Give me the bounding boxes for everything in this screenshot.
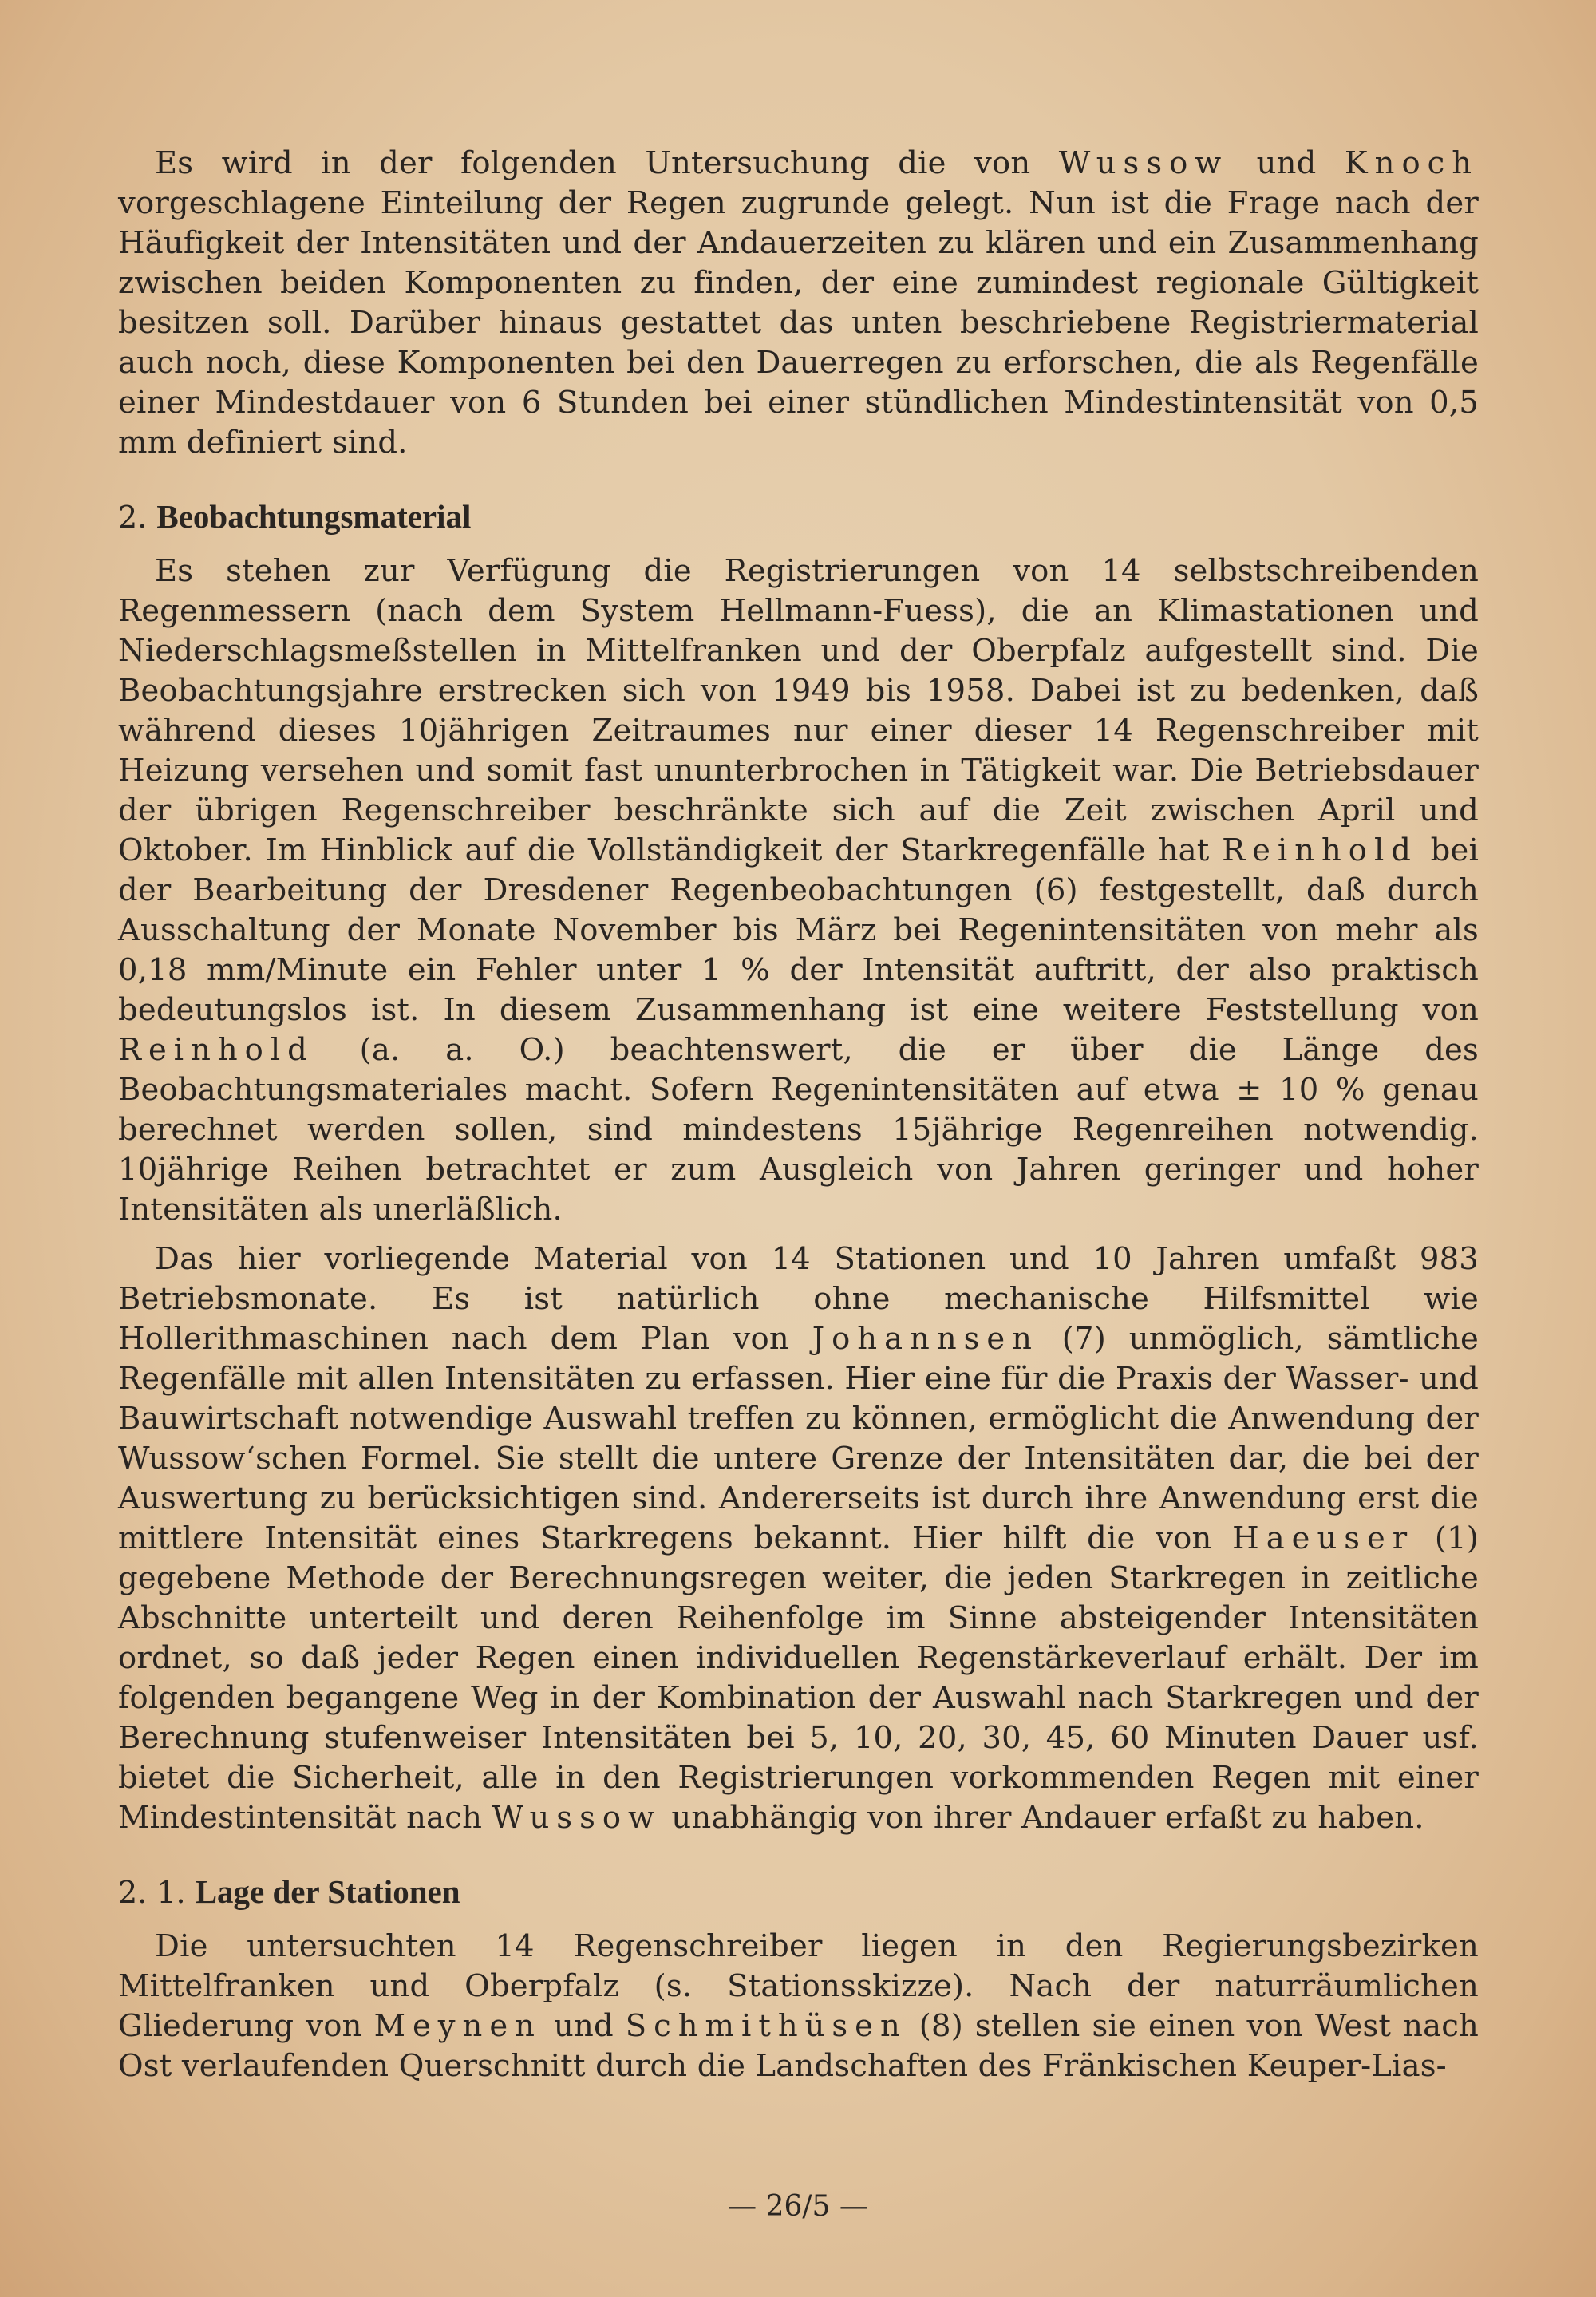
author-name: Reinhold bbox=[118, 1032, 314, 1068]
author-name: Schmithüsen bbox=[625, 2008, 907, 2044]
author-name: Wussow bbox=[1058, 145, 1229, 181]
author-name: Meynen bbox=[373, 2008, 542, 2044]
section-heading-2: 2. Beobachtungsmaterial bbox=[118, 498, 472, 535]
page-number: — 26/5 — bbox=[728, 2190, 868, 2223]
author-name: Johannsen bbox=[812, 1321, 1039, 1357]
author-name: Haeuser bbox=[1232, 1520, 1415, 1556]
section-title: Lage der Stationen bbox=[195, 1873, 460, 1910]
section2-paragraph-2: Das hier vorliegende Material von 14 Stationen und 10 Jahren umfaßt 983 Betriebsmonate. Es ist natürlich ohne mechanische Hilfsmittel wie Hollerithmaschinen nach dem Plan von Johannsen (7) unmöglich, sämtliche Regenfälle mit allen Intensitäten zu erfassen. Hier eine für die Praxis der Wasser- und Bauwirtschaft notwendige Auswahl treffen zu können, ermöglicht die Anwendung der Wussow‘schen Formel. Sie stellt die untere Grenze der Intensitäten dar, die bei der Auswertung zu berücksichtigen sind. Andererseits ist durch ihre Anwendung erst die mittlere Intensität eines Starkregens bekannt. Hier hilft die von Haeuser (1) gegebene Methode der Berechnungsregen weiter, die jeden Starkregen in zeitliche Abschnitte unterteilt und deren Reihenfolge im Sinne absteigender Intensitäten ordnet, so daß jeder Regen einen individuellen Regenstärkeverlauf erhält. Der im folgenden begangene Weg in der Kombination der Auswahl nach Starkregen und der Berechnung stufenweiser Intensitäten bei 5, 10, 20, 30, 45, 60 Minuten Dauer usf. bietet die Sicherheit, alle in den Registrierungen vorkommenden Regen mit einer Mindestintensität nach Wussow unabhängig von ihrer Andauer erfaßt zu haben. bbox=[118, 1241, 1479, 1836]
author-name: Reinhold bbox=[1222, 832, 1418, 868]
section-heading-2-1: 2. 1. Lage der Stationen bbox=[118, 1873, 460, 1910]
document-page bbox=[118, 144, 1479, 2096]
intro-paragraph: Es wird in der folgenden Untersuchung die von Wussow und Knoch vorgeschlagene Einteilung der Regen zugrunde gelegt. Nun ist die Frage nach der Häufigkeit der Intensitäten und der Andauerzeiten zu klären und ein Zusammenhang zwischen beiden Komponenten zu finden, der eine zumindest regionale Gültigkeit besitzen soll. Darüber hinaus gestattet das unten beschriebene Registriermaterial auch noch, diese Komponenten bei den Dauerregen zu erforschen, die als Regenfälle einer Mindestdauer von 6 Stunden bei einer stündlichen Mindestintensität von 0,5 mm definiert sind. bbox=[118, 145, 1479, 461]
section2-paragraph-1: Es stehen zur Verfügung die Registrierungen von 14 selbstschreibenden Regenmessern (nach dem System Hellmann-Fuess), die an Klimastationen und Niederschlagsmeßstellen in Mittelfranken und der Oberpfalz aufgestellt sind. Die Beobachtungsjahre erstrecken sich von 1949 bis 1958. Dabei ist zu bedenken, daß während dieses 10jährigen Zeitraumes nur einer dieser 14 Regenschreiber mit Heizung versehen und somit fast ununterbrochen in Tätigkeit war. Die Betriebsdauer der übrigen Regenschreiber beschränkte sich auf die Zeit zwischen April und Oktober. Im Hinblick auf die Vollständigkeit der Starkregenfälle hat Reinhold bei der Bearbeitung der Dresdener Regenbeobachtungen (6) festgestellt, daß durch Ausschaltung der Monate November bis März bei Regenintensitäten von mehr als 0,18 mm/Minute ein Fehler unter 1 % der Intensität auftritt, der also praktisch bedeutungslos ist. In diesem Zusammenhang ist eine weitere Feststellung von Reinhold (a. a. O.) beachtenswert, die er über die Länge des Beobachtungsmateriales macht. Sofern Regenintensitäten auf etwa ± 10 % genau berechnet werden sollen, sind mindestens 15jährige Regenreihen notwendig. 10jährige Reihen betrachtet er zum Ausgleich von Jahren geringer und hoher Intensitäten als unerläßlich. bbox=[118, 553, 1479, 1228]
section21-paragraph-1: Die untersuchten 14 Regenschreiber liegen in den Regierungsbezirken Mittelfranken und Oberpfalz (s. Stationsskizze). Nach der naturräumlichen Gliederung von Meynen und Schmithüsen (8) stellen sie einen von West nach Ost verlaufenden Querschnitt durch die Landschaften des Fränkischen Keuper-Lias- bbox=[118, 1928, 1479, 2084]
author-name: Wussow bbox=[492, 1800, 662, 1836]
author-name: Knoch bbox=[1344, 145, 1479, 181]
section-title: Beobachtungsmaterial bbox=[156, 498, 472, 535]
